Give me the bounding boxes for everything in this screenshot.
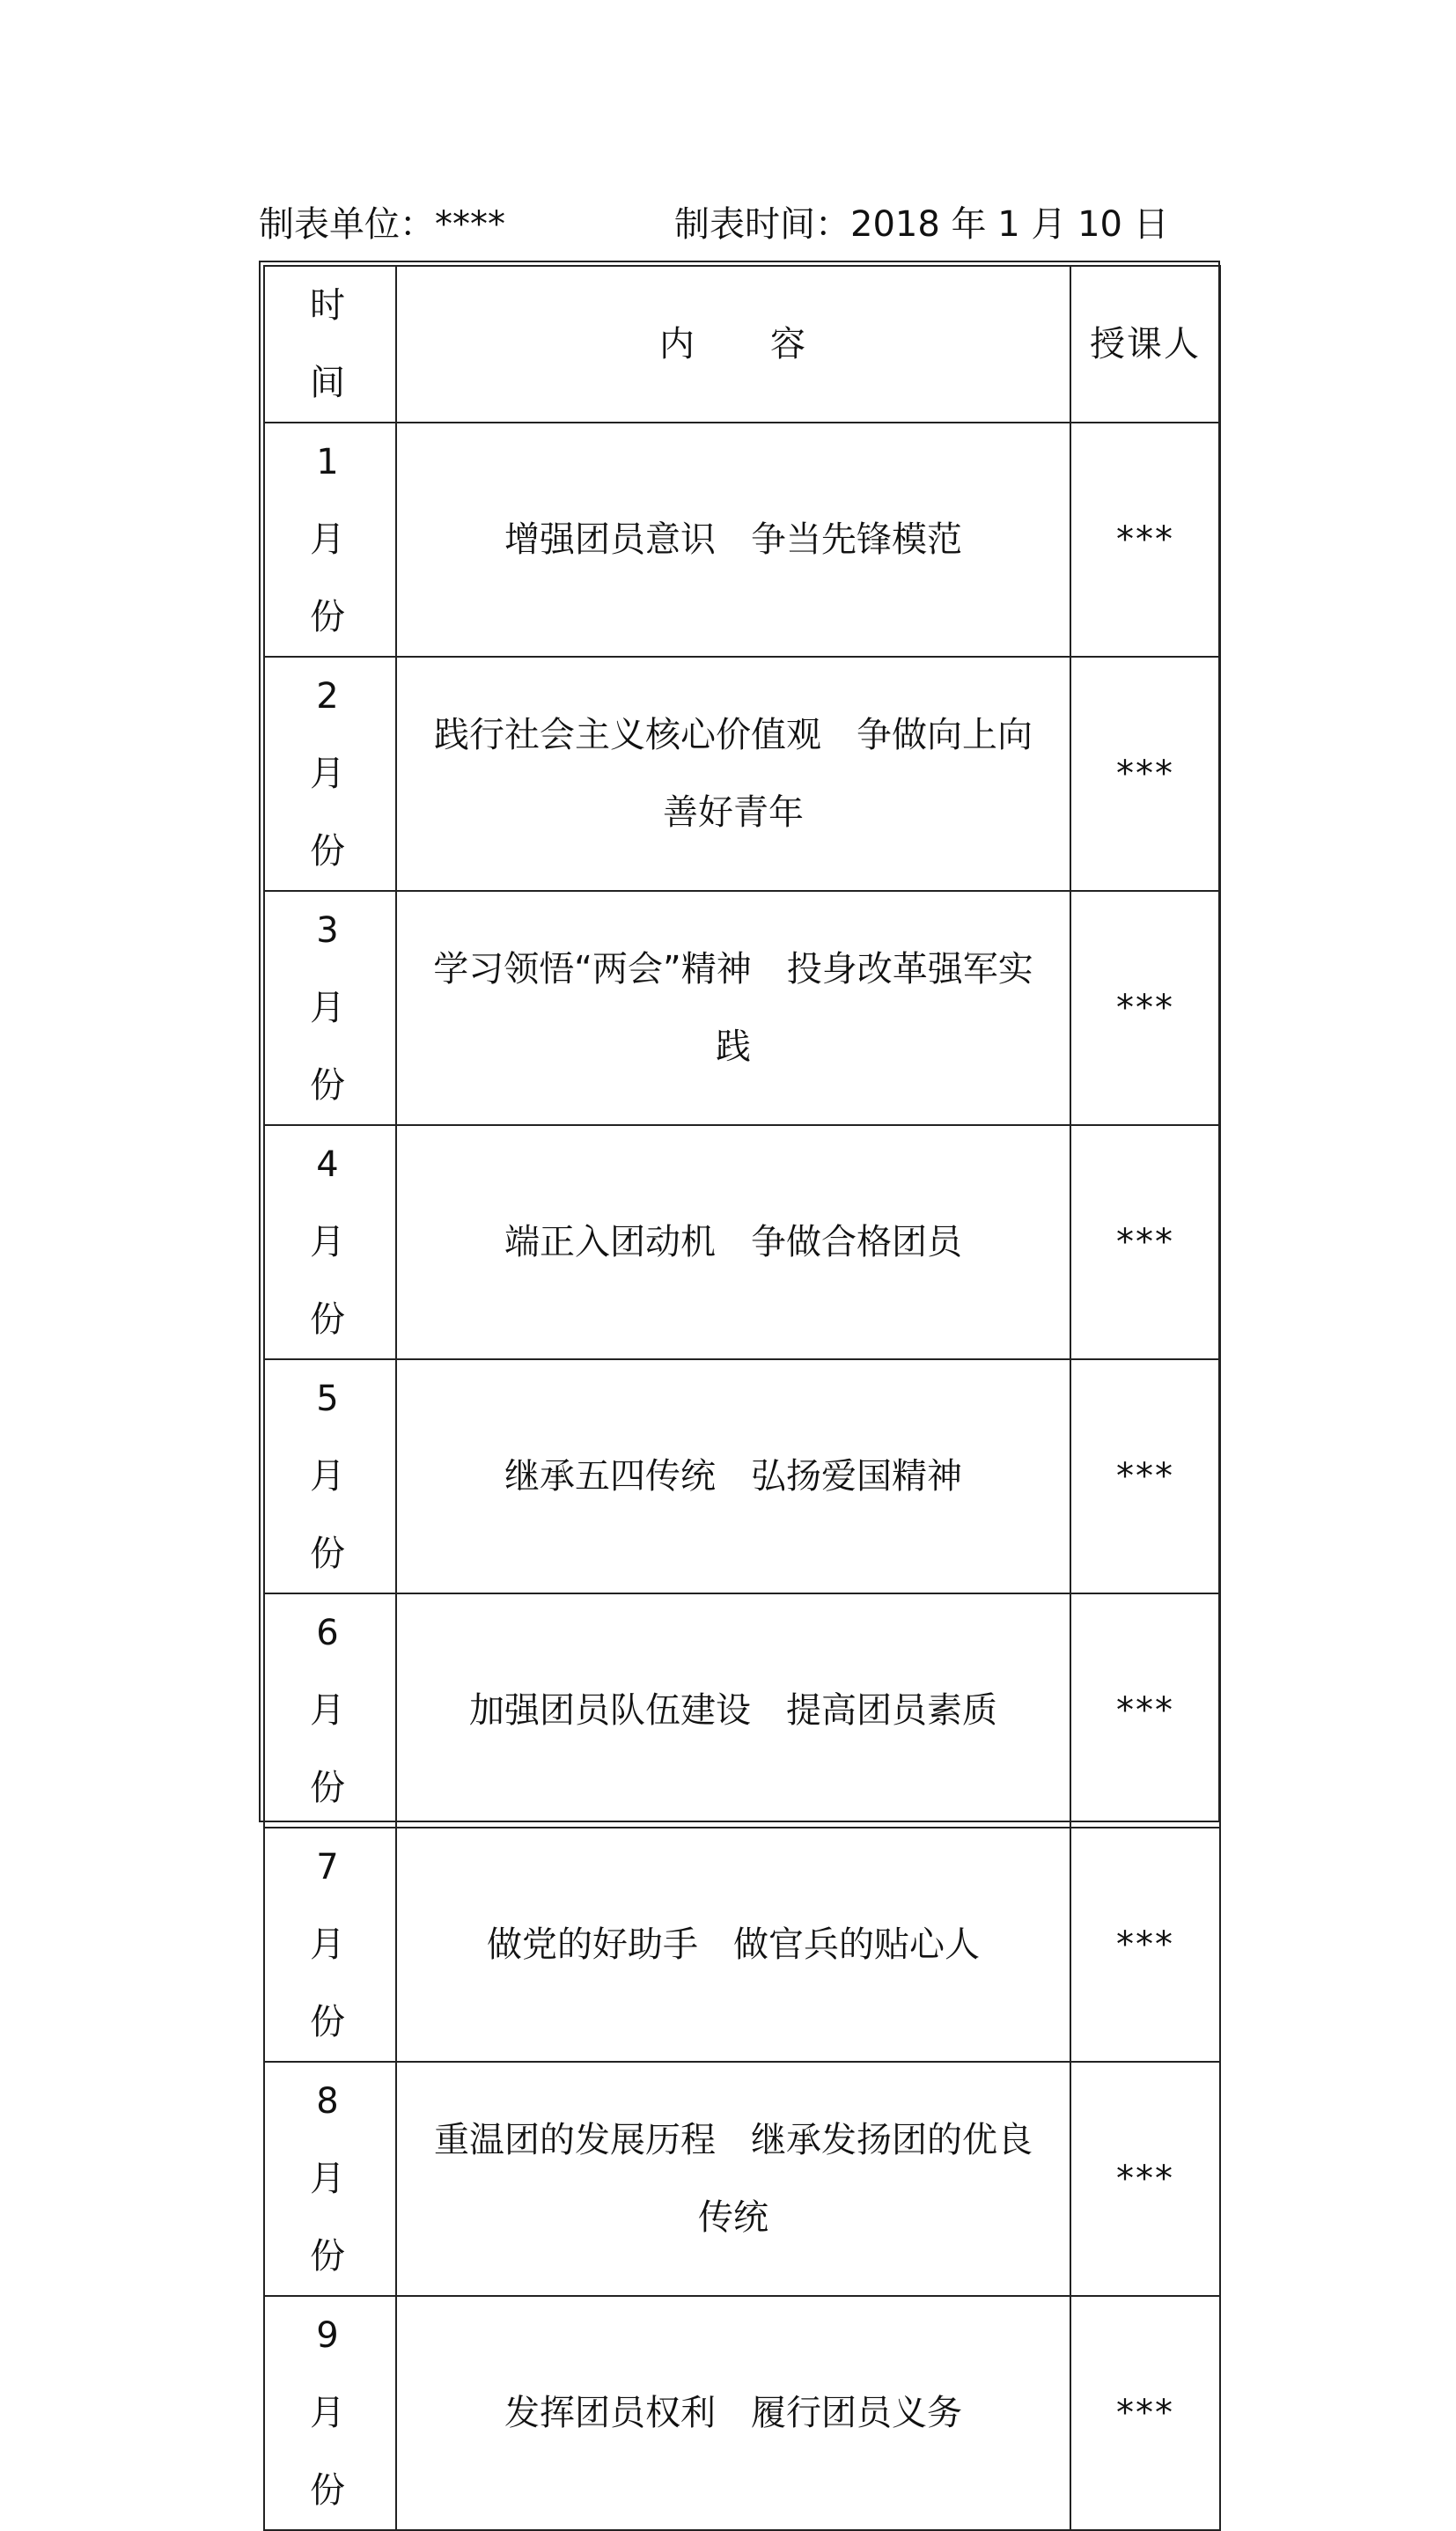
teacher-cell: *** — [1070, 1593, 1220, 1828]
table-row — [264, 1125, 1220, 1359]
compiling-unit: 制表单位：**** — [259, 204, 505, 245]
month-cell: 1 月份 — [264, 423, 396, 657]
table-header-row — [264, 266, 1220, 423]
column-header-time: 时间 — [264, 266, 396, 423]
month-cell: 4 月份 — [264, 1125, 396, 1359]
teacher-cell: *** — [1070, 891, 1220, 1125]
column-header-teacher: 授课人 — [1070, 266, 1220, 423]
month-cell: 7 月份 — [264, 1828, 396, 2062]
month-cell: 2 月份 — [264, 657, 396, 891]
schedule-table — [263, 265, 1221, 2531]
month-cell: 9 月份 — [264, 2296, 396, 2530]
table-row — [264, 423, 1220, 657]
table-header-info — [259, 201, 1227, 248]
table-row — [264, 657, 1220, 891]
content-cell: 重温团的发展历程 继承发扬团的优良传统 — [396, 2062, 1070, 2296]
teacher-cell: *** — [1070, 657, 1220, 891]
table-row — [264, 1593, 1220, 1828]
teacher-cell: *** — [1070, 1828, 1220, 2062]
content-cell: 增强团员意识 争当先锋模范 — [396, 423, 1070, 657]
month-cell: 6 月份 — [264, 1593, 396, 1828]
month-cell: 5 月份 — [264, 1359, 396, 1593]
content-cell: 践行社会主义核心价值观 争做向上向善好青年 — [396, 657, 1070, 891]
teacher-cell: *** — [1070, 1359, 1220, 1593]
compiling-date: 制表时间：2018 年 1 月 10 日 — [674, 204, 1169, 245]
table-row — [264, 2062, 1220, 2296]
table-row — [264, 1359, 1220, 1593]
month-cell: 8 月份 — [264, 2062, 396, 2296]
content-cell: 做党的好助手 做官兵的贴心人 — [396, 1828, 1070, 2062]
content-cell: 发挥团员权利 履行团员义务 — [396, 2296, 1070, 2530]
content-cell: 端正入团动机 争做合格团员 — [396, 1125, 1070, 1359]
month-cell: 3 月份 — [264, 891, 396, 1125]
content-cell: 加强团员队伍建设 提高团员素质 — [396, 1593, 1070, 1828]
teacher-cell: *** — [1070, 2062, 1220, 2296]
table-row — [264, 2296, 1220, 2530]
content-cell: 学习领悟“两会”精神 投身改革强军实践 — [396, 891, 1070, 1125]
column-header-content: 内 容 — [396, 266, 1070, 423]
teacher-cell: *** — [1070, 423, 1220, 657]
schedule-table-frame — [259, 261, 1220, 2511]
teacher-cell: *** — [1070, 2296, 1220, 2530]
table-row — [264, 891, 1220, 1125]
content-cell: 继承五四传统 弘扬爱国精神 — [396, 1359, 1070, 1593]
teacher-cell: *** — [1070, 1125, 1220, 1359]
table-row — [264, 1828, 1220, 2062]
